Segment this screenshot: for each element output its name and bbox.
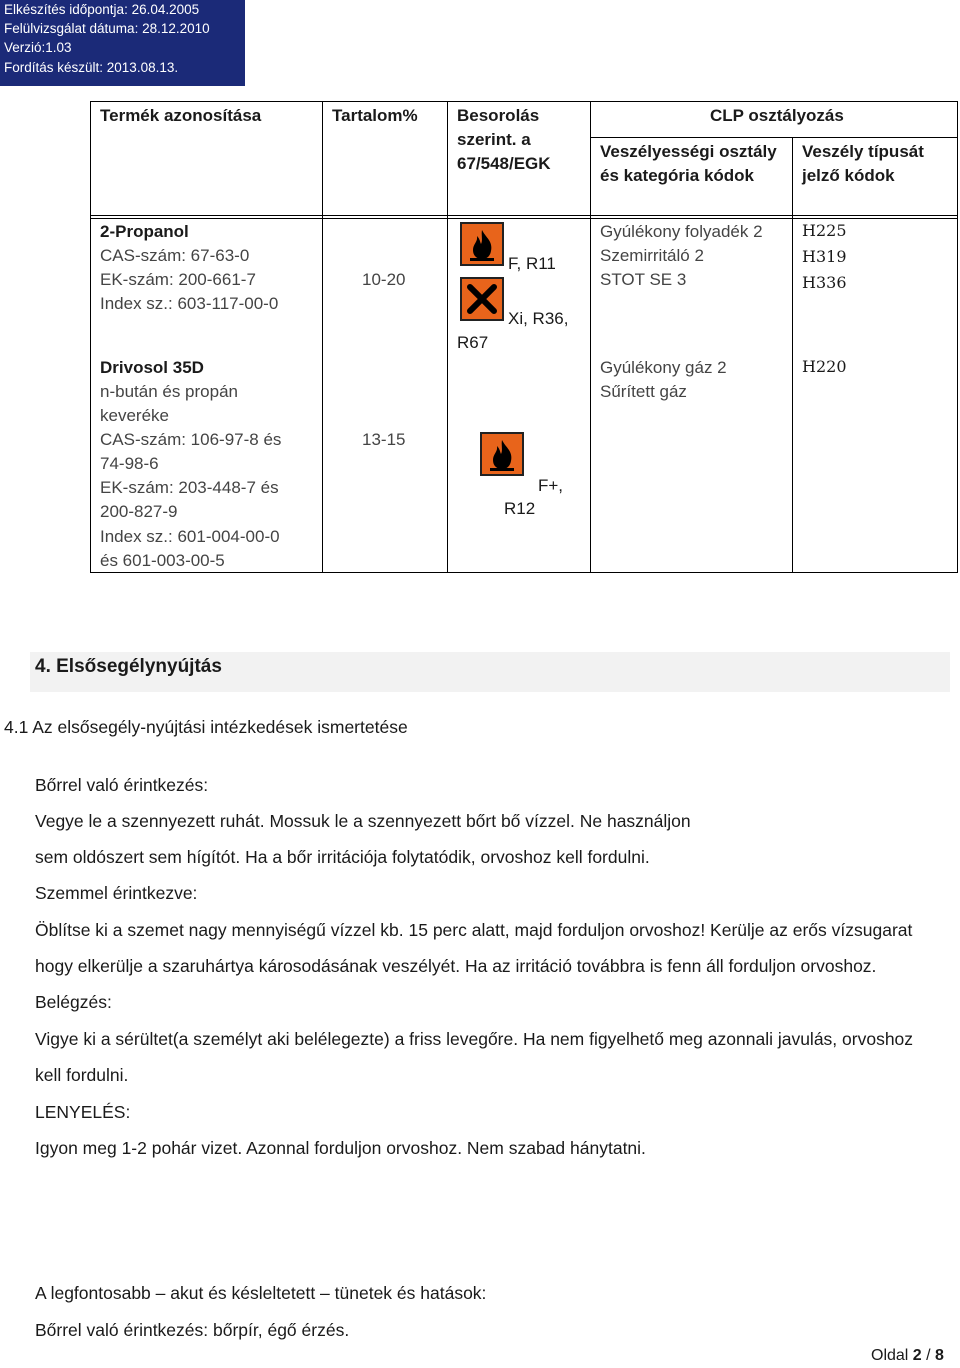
row1-hazard-3: STOT SE 3 bbox=[600, 270, 687, 289]
row2-line: és 601-003-00-5 bbox=[100, 551, 225, 570]
row1-class-b: Xi, R36, bbox=[508, 309, 569, 328]
row1-class-a: F, R11 bbox=[508, 254, 556, 273]
row2-line: keveréke bbox=[100, 406, 169, 425]
col-class-l3: 67/548/EGK bbox=[457, 154, 551, 173]
row2-name: Drivosol 35D bbox=[100, 358, 204, 377]
row1-index: Index sz.: 603-117-00-0 bbox=[100, 294, 279, 313]
eye-label: Szemmel érintkezve: bbox=[35, 883, 198, 903]
row2-line: CAS-szám: 106-97-8 és bbox=[100, 430, 282, 449]
eye-text-1: Öblítse ki a szemet nagy mennyiségű vízzel kb. 15 perc alatt, majd forduljon orvoshoz! Kerülje az erős vízsugarat bbox=[35, 920, 913, 940]
translated-date: Fordítás készült: 2013.08.13. bbox=[4, 60, 179, 75]
row2-class-b: R12 bbox=[504, 499, 536, 518]
row2-line: 74-98-6 bbox=[100, 454, 159, 473]
created-date: Elkészítés időpontja: 26.04.2005 bbox=[4, 2, 200, 17]
col-hazard-l2: és kategória kódok bbox=[600, 166, 755, 185]
col-product: Termék azonosítása bbox=[100, 106, 262, 125]
row2-line: n-bután és propán bbox=[100, 382, 238, 401]
inhalation-text-1: Vigye ki a sérültet(a személyt aki belélegezte) a friss levegőre. Ha nem figyelhető meg azonnali javulás, orvoshoz bbox=[35, 1029, 914, 1049]
col-type-l1: Veszély típusát bbox=[802, 142, 924, 161]
subsection-title: 4.1 Az elsősegély-nyújtási intézkedések ismertetése bbox=[4, 717, 408, 737]
x-cross-icon bbox=[460, 277, 504, 321]
eye-text-2: hogy elkerülje a szaruhártya károsodásának veszélyét. Ha az irritáció továbbra is fenn áll forduljon orvoshoz. bbox=[35, 956, 877, 976]
col-clp: CLP osztályozás bbox=[710, 106, 844, 125]
revised-date: Felülvizsgálat dátuma: 28.12.2010 bbox=[4, 21, 210, 36]
symptoms-heading: A legfontosabb – akut és késleltetett – tünetek és hatások: bbox=[35, 1283, 487, 1303]
row2-line: Index sz.: 601-004-00-0 bbox=[100, 527, 280, 546]
inhalation-text-2: kell fordulni. bbox=[35, 1065, 129, 1085]
row2-content: 13-15 bbox=[362, 430, 406, 449]
row1-name: 2-Propanol bbox=[100, 222, 189, 241]
flame-icon bbox=[460, 222, 504, 266]
page-number: Oldal 2 / 8 bbox=[871, 1347, 944, 1364]
skin-text-2: sem oldószert sem hígítót. Ha a bőr irritációja folytatódik, orvoshoz kell fordulni. bbox=[35, 847, 650, 867]
col-hazard-l1: Veszélyességi osztály bbox=[600, 142, 777, 161]
row1-class-c: R67 bbox=[457, 333, 489, 352]
inhalation-label: Belégzés: bbox=[35, 992, 112, 1012]
row2-hazard-1: Gyúlékony gáz 2 bbox=[600, 358, 727, 377]
row1-ek: EK-szám: 200-661-7 bbox=[100, 270, 256, 289]
row1-h-3: H336 bbox=[802, 273, 847, 292]
col-class-l2: szerint. a bbox=[457, 130, 531, 149]
section-title: 4. Elsősegélynyújtás bbox=[35, 656, 222, 677]
row1-hazard-2: Szemirritáló 2 bbox=[600, 246, 704, 265]
skin-symptoms: Bőrrel való érintkezés: bőrpír, égő érzés. bbox=[35, 1320, 350, 1340]
flame-icon bbox=[480, 432, 524, 476]
row2-line: 200-827-9 bbox=[100, 502, 178, 521]
row1-hazard-1: Gyúlékony folyadék 2 bbox=[600, 222, 763, 241]
col-type-l2: jelző kódok bbox=[802, 166, 895, 185]
skin-text-1: Vegye le a szennyezett ruhát. Mossuk le a szennyezett bőrt bő vízzel. Ne használjon bbox=[35, 811, 691, 831]
row2-class-a: F+, bbox=[538, 476, 564, 495]
version: Verzió:1.03 bbox=[4, 40, 72, 55]
row1-content: 10-20 bbox=[362, 270, 406, 289]
col-class-l1: Besorolás bbox=[457, 106, 540, 125]
row1-h-2: H319 bbox=[802, 247, 847, 266]
skin-label: Bőrrel való érintkezés: bbox=[35, 775, 209, 795]
row1-cas: CAS-szám: 67-63-0 bbox=[100, 246, 250, 265]
ingestion-label: LENYELÉS: bbox=[35, 1102, 131, 1122]
row1-h-1: H225 bbox=[802, 221, 847, 240]
ingestion-text: Igyon meg 1-2 pohár vizet. Azonnal forduljon orvoshoz. Nem szabad hánytatni. bbox=[35, 1138, 646, 1158]
col-content: Tartalom% bbox=[332, 106, 418, 125]
row2-h-1: H220 bbox=[802, 357, 847, 376]
row2-line: EK-szám: 203-448-7 és bbox=[100, 478, 279, 497]
row2-hazard-2: Sűrített gáz bbox=[600, 382, 687, 401]
